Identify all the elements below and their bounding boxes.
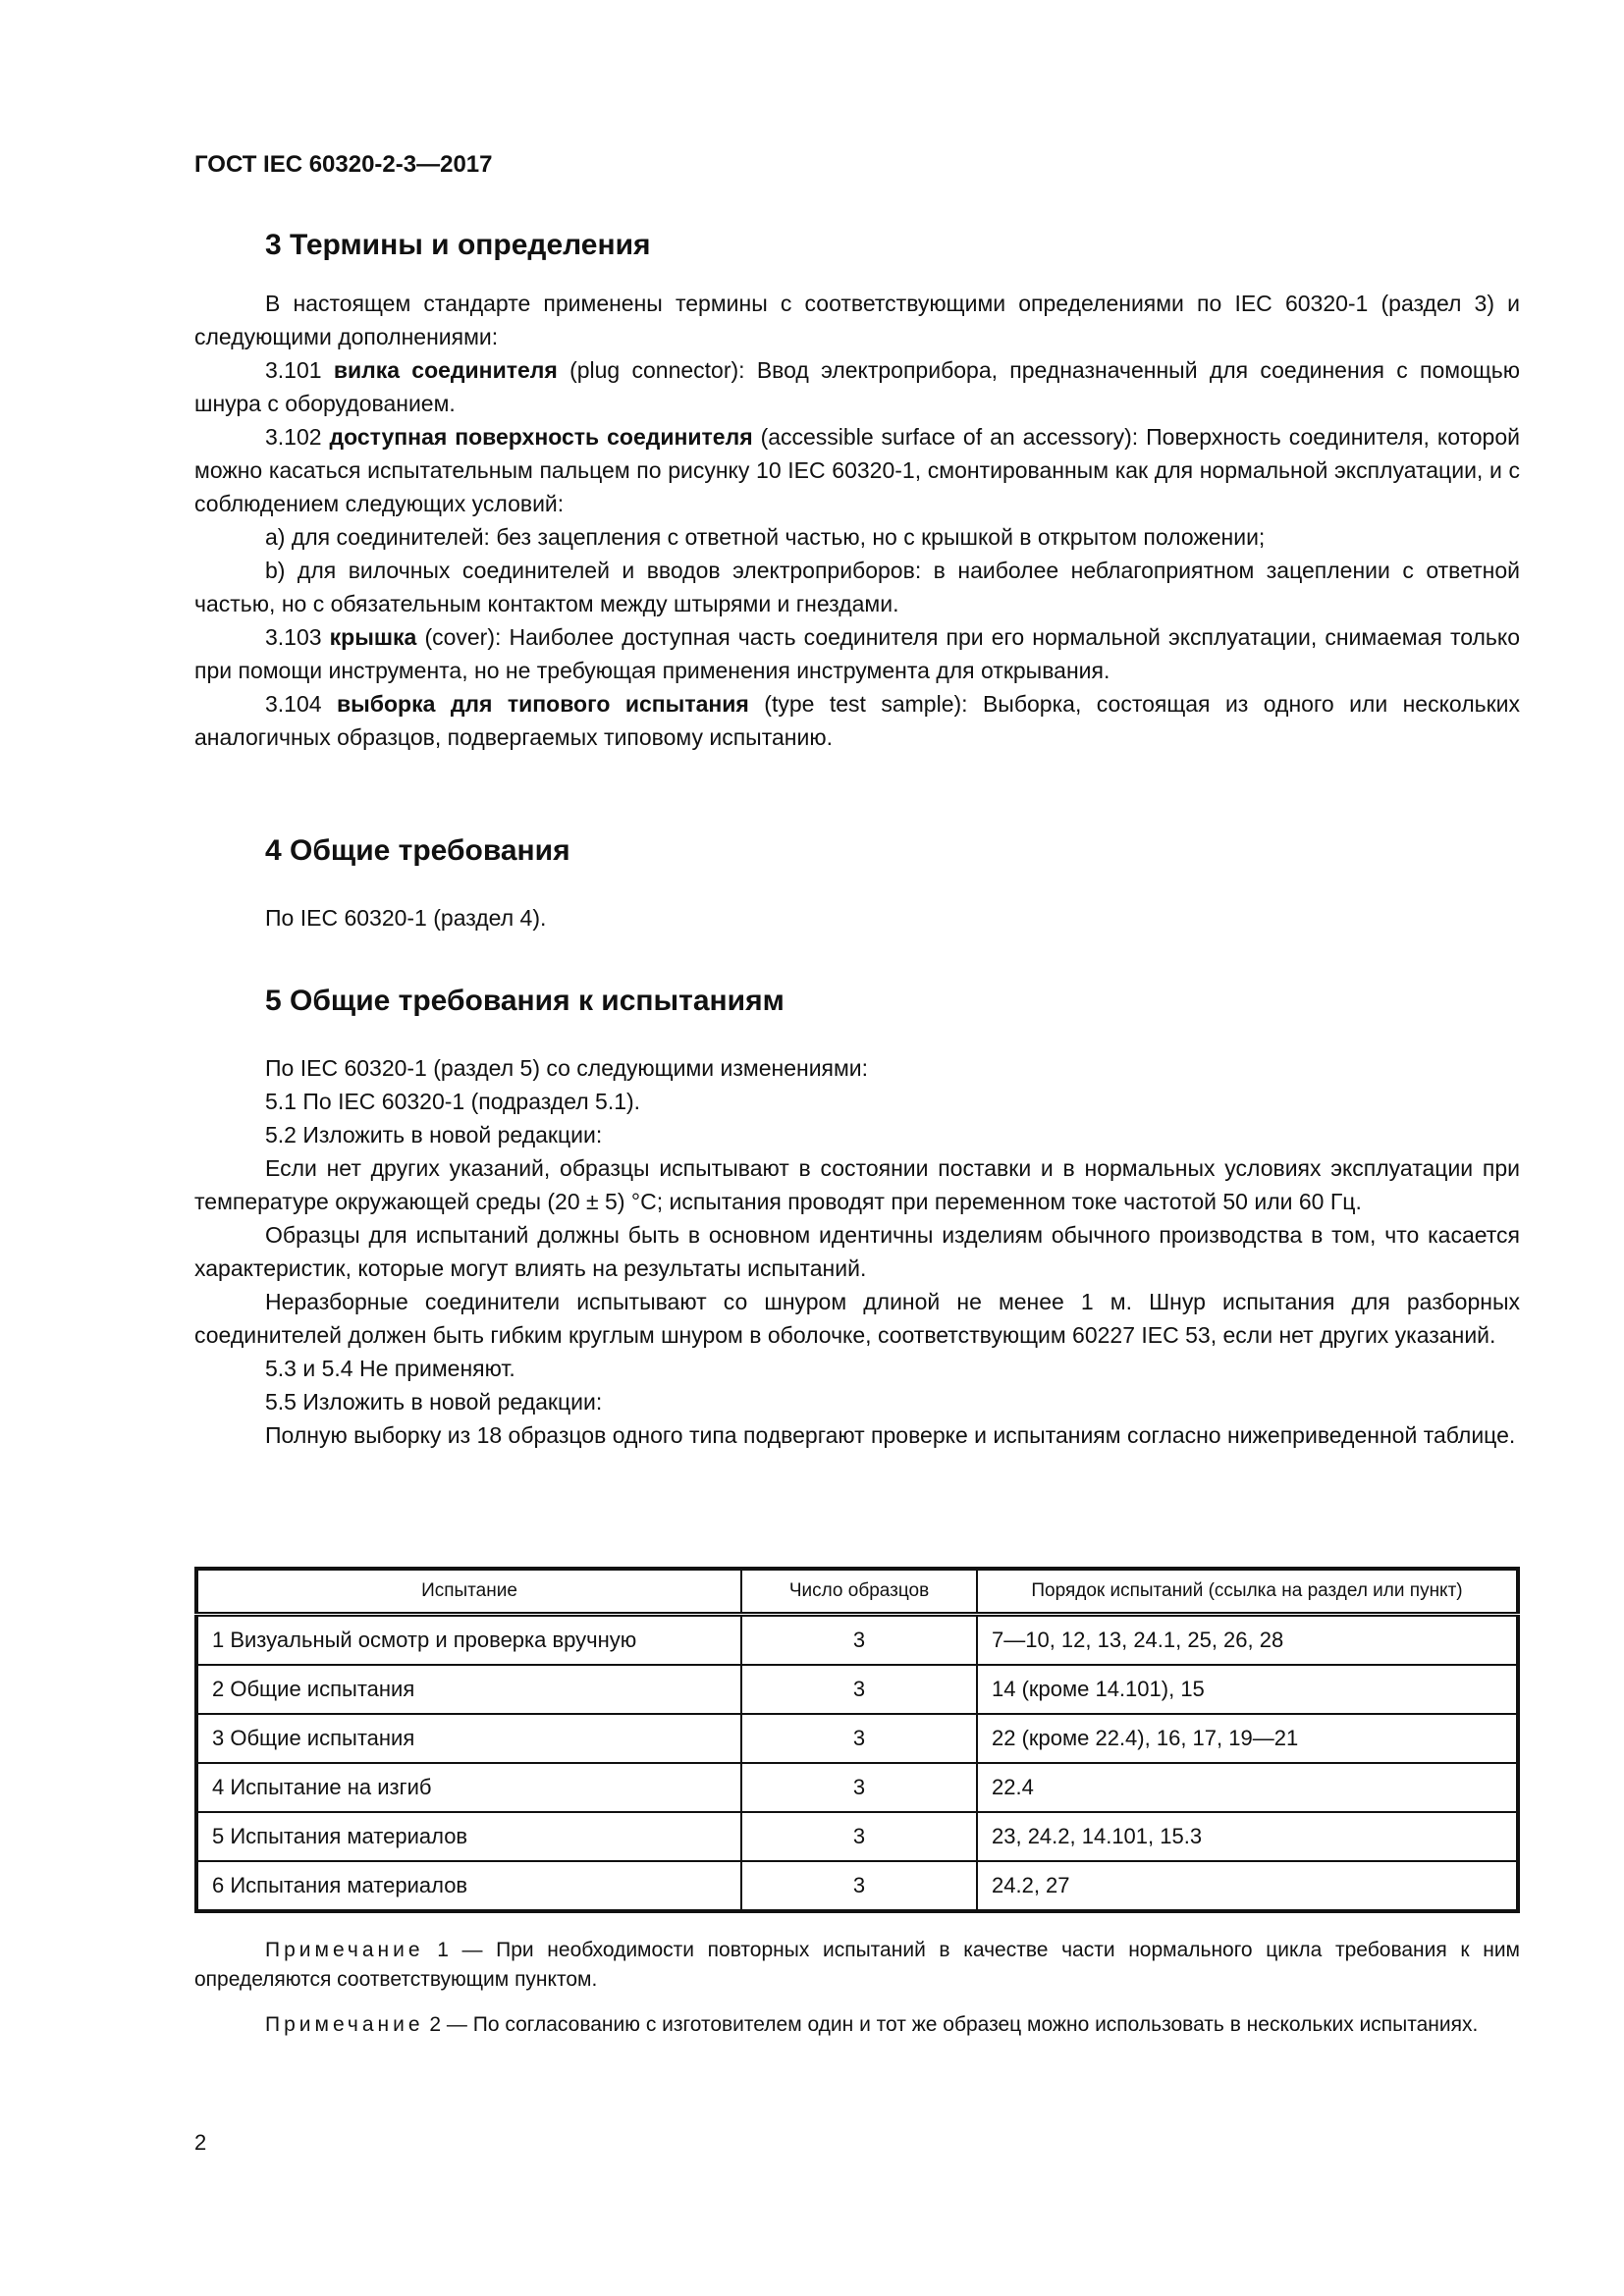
section-4-title: 4 Общие требования [265, 834, 570, 867]
table-header-row [196, 1569, 1518, 1615]
section-5-paragraph: 5.3 и 5.4 Не применяют. [265, 1356, 515, 1381]
note-1 [194, 1936, 1520, 1995]
test-name: 1 Визуальный осмотр и проверка вручную [196, 1615, 741, 1666]
test-name: 3 Общие испытания [196, 1714, 741, 1763]
term-definition: (plug connector): Ввод электроприбора, предназначенный для соединения с помощью шнура с оборудованием. [194, 357, 1521, 416]
term-3-102 [194, 420, 1520, 520]
section-5-paragraph: Неразборные соединители испытывают со шнуром длиной не менее 1 м. Шнур испытания для разборных соединителей должен быть гибким круглым шнуром в оболочке, соответствующим 60227 IEC 53, если нет других указаний. [194, 1289, 1520, 1348]
term-3-104 [194, 687, 1520, 754]
section-3-intro: В настоящем стандарте применены термины с соответствующими определениями по IEC 60320-1 (раздел 3) и следующими дополнениями: [194, 291, 1520, 349]
test-order: 14 (кроме 14.101), 15 [977, 1665, 1518, 1714]
table-row [196, 1714, 1518, 1763]
section-3-title: 3 Термины и определения [265, 229, 651, 261]
note-text: 1 — При необходимости повторных испытаний в качестве части нормального цикла требования к ним определяются соответствующим пунктом. [194, 1939, 1520, 1991]
test-order: 7—10, 12, 13, 24.1, 25, 26, 28 [977, 1615, 1518, 1666]
test-name: 4 Испытание на изгиб [196, 1763, 741, 1812]
section-5-paragraph: 5.5 Изложить в новой редакции: [265, 1389, 603, 1415]
table-row [196, 1763, 1518, 1812]
note-label: Примечание [265, 1939, 424, 1961]
section-5-body [194, 1051, 1520, 1452]
sample-count: 3 [741, 1861, 977, 1911]
term-number: 3.104 [265, 691, 322, 717]
section-5-paragraph: Полную выборку из 18 образцов одного типа подвергают проверке и испытаниям согласно нижеприведенной таблице. [265, 1422, 1516, 1448]
section-5-paragraph: По IEC 60320-1 (раздел 5) со следующими изменениями: [265, 1055, 869, 1081]
test-order: 24.2, 27 [977, 1861, 1518, 1911]
tests-table-wrapper [194, 1567, 1520, 1913]
section-5-paragraph: 5.1 По IEC 60320-1 (подраздел 5.1). [265, 1089, 641, 1114]
note-text: 2 — По согласованию с изготовителем один и тот же образец можно использовать в нескольких испытаниях. [429, 2013, 1479, 2036]
tests-table [194, 1567, 1520, 1913]
notes [194, 1936, 1520, 2040]
term-number: 3.101 [265, 357, 322, 383]
term-number: 3.102 [265, 424, 322, 450]
table-row [196, 1861, 1518, 1911]
term-name: выборка для типового испытания [337, 691, 749, 717]
section-5-title: 5 Общие требования к испытаниям [265, 985, 785, 1017]
sample-count: 3 [741, 1763, 977, 1812]
test-order: 22 (кроме 22.4), 16, 17, 19—21 [977, 1714, 1518, 1763]
term-3-103 [194, 620, 1520, 687]
term-name: доступная поверхность соединителя [329, 424, 753, 450]
section-5-paragraph: Образцы для испытаний должны быть в основном идентичны изделиям обычного производства в том, что касается характеристик, которые могут влиять на результаты испытаний. [194, 1222, 1520, 1281]
sample-count: 3 [741, 1615, 977, 1666]
sample-count: 3 [741, 1665, 977, 1714]
note-2 [194, 2010, 1520, 2040]
test-name: 2 Общие испытания [196, 1665, 741, 1714]
term-3-101 [194, 353, 1520, 420]
term-name: крышка [329, 624, 417, 650]
column-header: Порядок испытаний (ссылка на раздел или пункт) [977, 1569, 1518, 1615]
term-name: вилка соединителя [333, 357, 558, 383]
test-name: 5 Испытания материалов [196, 1812, 741, 1861]
test-order: 23, 24.2, 14.101, 15.3 [977, 1812, 1518, 1861]
term-3-102-b: b) для вилочных соединителей и вводов электроприборов: в наиболее неблагоприятном зацеплении с ответной частью, но с обязательным контактом между штырями и гнездами. [194, 558, 1520, 616]
term-3-102-a: a) для соединителей: без зацепления с ответной частью, но с крышкой в открытом положении; [265, 524, 1266, 550]
section-3-body [194, 287, 1520, 754]
page-number: 2 [194, 2130, 207, 2155]
test-order: 22.4 [977, 1763, 1518, 1812]
section-5-paragraph: Если нет других указаний, образцы испытывают в состоянии поставки и в нормальных условиях эксплуатации при температуре окружающей среды (20 ± 5) °С; испытания проводят при переменном токе частотой 50 или 60 Гц. [194, 1155, 1520, 1214]
table-row [196, 1665, 1518, 1714]
term-definition: (accessible surface of an accessory): Поверхность соединителя, которой можно касаться испытательным пальцем по рисунку 10 IEC 60320-1, смонтированным как для нормальной эксплуатации, и с соблюдением следующих условий: [194, 424, 1520, 516]
document-header: ГОСТ IEC 60320-2-3—2017 [194, 151, 493, 178]
note-label: Примечание [265, 2013, 424, 2036]
column-header: Испытание [196, 1569, 741, 1615]
term-number: 3.103 [265, 624, 322, 650]
table-row [196, 1615, 1518, 1666]
column-header: Число образцов [741, 1569, 977, 1615]
section-5-paragraph: 5.2 Изложить в новой редакции: [265, 1122, 603, 1148]
term-definition: (type test sample): Выборка, состоящая из одного или нескольких аналогичных образцов, подвергаемых типовому испытанию. [194, 691, 1521, 750]
term-definition: (cover): Наиболее доступная часть соединителя при его нормальной эксплуатации, снимаемая только при помощи инструмента, но не требующая применения инструмента для открывания. [194, 624, 1521, 683]
section-4-text: По IEC 60320-1 (раздел 4). [265, 905, 547, 931]
sample-count: 3 [741, 1812, 977, 1861]
test-name: 6 Испытания материалов [196, 1861, 741, 1911]
sample-count: 3 [741, 1714, 977, 1763]
table-row [196, 1812, 1518, 1861]
